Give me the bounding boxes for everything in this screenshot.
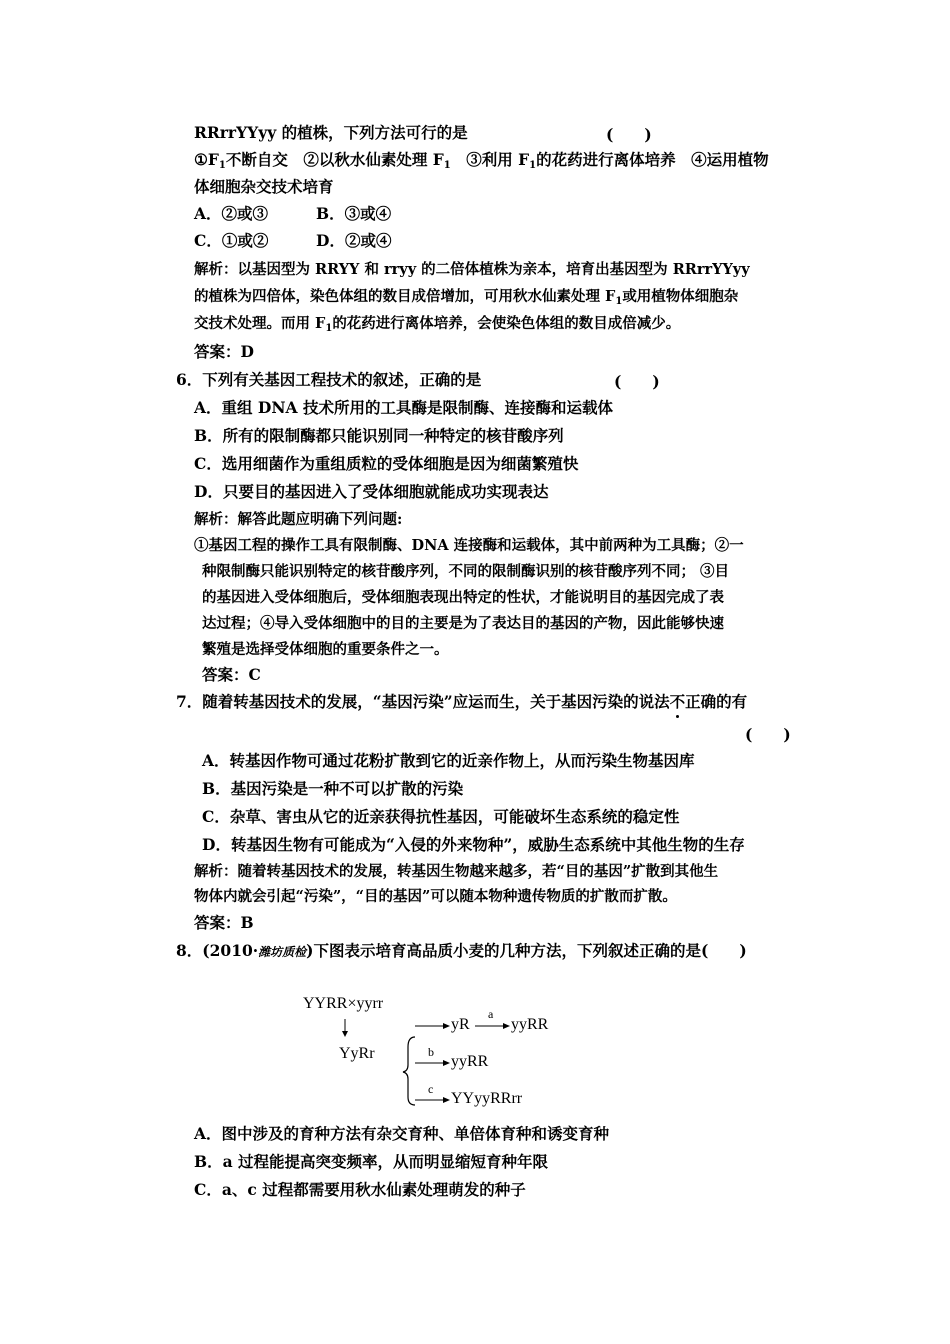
q5-answer-paren: ( ) [606,125,652,144]
q6-stem: 6．下列有关基因工程技术的叙述，正确的是 [176,370,482,389]
q6-option-c: C．选用细菌作为重组质粒的受体细胞是因为细菌繁殖快 [194,454,579,473]
f1-label: YyRr [339,1045,375,1062]
q6-option-a: A．重组 DNA 技术所用的工具酶是限制酶、连接酶和运载体 [194,398,613,417]
q6-explanation-line-5: 繁殖是选择受体细胞的重要条件之一。 [202,641,449,658]
breeding-diagram [295,985,575,1115]
q7-answer-paren: ( ) [745,725,791,744]
q5-explanation-line-3: 交技术处理。而用 $F_1$的花药进行离体培养，会使染色体组的数目成倍减少。 [194,315,681,334]
q8-option-b: B．a 过程能提高突变频率，从而明显缩短育种年限 [194,1152,549,1171]
q7-option-b: B．基因污染是一种不可以扩散的污染 [202,779,464,798]
q5-choice-c: C．①或② [194,231,269,250]
q6-option-b: B．所有的限制酶都只能识别同一种特定的核苷酸序列 [194,426,564,445]
q6-explanation-line-2: 种限制酶只能识别特定的核苷酸序列，不同的限制酶识别的核苷酸序列不同； ③目 [202,563,730,580]
q7-stem: 7．随着转基因技术的发展，“基因污染”应运而生，关于基因污染的说法不正确的有 [176,692,748,711]
q7-explanation-line-2: 物体内就会引起“污染”，“目的基因”可以随本物种遗传物质的扩散而扩散。 [194,888,677,905]
q5-answer: 答案：D [194,342,254,361]
q6-answer: 答案：C [202,665,261,684]
q6-explanation-line-3: 的基因进入受体细胞后，受体细胞表现出特定的性状，才能说明目的基因完成了表 [202,589,724,606]
q8-option-a: A．图中涉及的育种方法有杂交育种、单倍体育种和诱变育种 [194,1124,610,1143]
q5-options-line: $①F_1$不断自交 ②以秋水仙素处理 $F_1$ ③利用 $F_1$的花药进行离体培养 ④运用植物 [194,150,769,171]
q5-options-line-2: 体细胞杂交技术培育 [194,177,334,196]
q6-explanation-line-1: ①基因工程的操作工具有限制酶、DNA 连接酶和运载体，其中前两种为工具酶；②一 [194,537,744,554]
q5-explanation-line-2: 的植株为四倍体，染色体组的数目成倍增加，可用秋水仙素处理 $F_1$或用植物体细胞杂 [194,288,739,307]
q5-choice-d: D．②或④ [316,231,392,250]
q8-option-c: C．a、c 过程都需要用秋水仙素处理萌发的种子 [194,1180,526,1199]
label-c: c [428,1082,434,1096]
q5-choice-b: B．③或④ [316,204,392,223]
q6-explanation-line-4: 达过程；④导入受体细胞中的目的主要是为了表达目的基因的产物，因此能够快速 [202,615,724,632]
intermediate-yr: yR [451,1016,470,1033]
q7-answer: 答案：B [194,913,254,932]
q8-stem: 8．(2010·潍坊质检)下图表示培育高品质小麦的几种方法，下列叙述正确的是( ) [176,941,747,960]
q5-explanation-line-1: 解析：以基因型为 RRYY 和 rryy 的二倍体植株为亲本，培育出基因型为 RRrrYYyy [194,261,750,278]
q5-choice-a: A．②或③ [194,204,269,223]
result-c: YYyyRRrr [451,1090,523,1107]
result-a: yyRR [511,1016,549,1033]
q6-explanation-head: 解析：解答此题应明确下列问题: [194,511,403,528]
q6-answer-paren: ( ) [614,372,660,391]
q7-option-a: A．转基因作物可通过花粉扩散到它的近亲作物上，从而污染生物基因库 [202,751,695,770]
cross-label: YYRR×yyrr [303,995,384,1012]
emphasis-dot: 不 [669,692,686,711]
diagram-arrows [295,985,575,1115]
q6-option-d: D．只要目的基因进入了受体细胞就能成功实现表达 [194,482,549,501]
q7-explanation-line-1: 解析：随着转基因技术的发展，转基因生物越来越多，若“目的基因”扩散到其他生 [194,863,719,880]
label-a: a [488,1007,494,1021]
q7-option-c: C．杂草、害虫从它的近亲获得抗性基因，可能破坏生态系统的稳定性 [202,807,680,826]
q5-stem-line: RRrrYYyy 的植株，下列方法可行的是 [194,123,468,142]
q7-option-d: D．转基因生物有可能成为“入侵的外来物种”，威胁生态系统中其他生物的生存 [202,835,745,854]
label-b: b [428,1045,434,1059]
result-b: yyRR [451,1053,489,1070]
